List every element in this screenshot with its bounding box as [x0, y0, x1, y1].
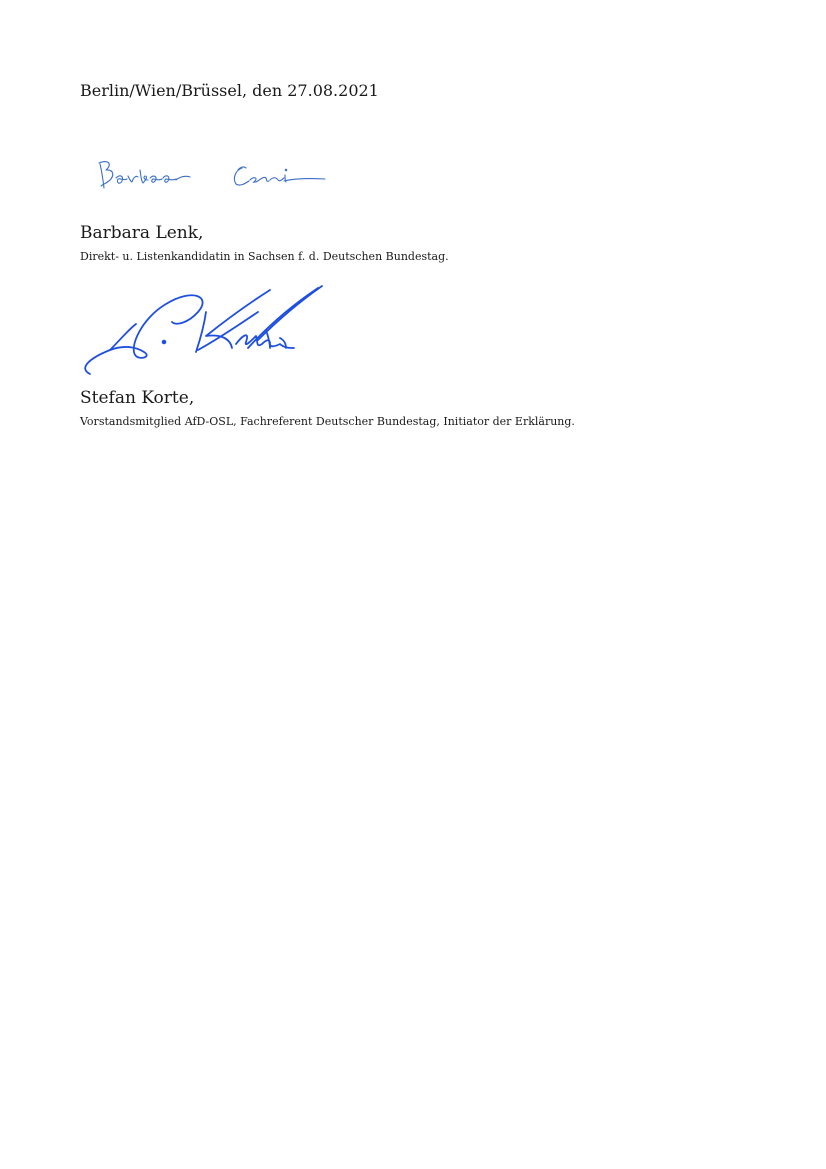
signatory-name-stefan-korte: Stefan Korte, [80, 388, 195, 408]
signatory-role-stefan-korte: Vorstandsmitglied AfD-OSL, Fachreferent Deutscher Bundestag, Initiator der Erklärung. [80, 415, 575, 428]
signature-barbara-lenk-icon [80, 150, 340, 198]
signatory-name-barbara-lenk: Barbara Lenk, [80, 223, 204, 243]
signature-stefan-korte-icon [80, 278, 340, 382]
signatory-role-barbara-lenk: Direkt- u. Listenkandidatin in Sachsen f. d. Deutschen Bundestag. [80, 250, 449, 263]
place-and-date: Berlin/Wien/Brüssel, den 27.08.2021 [80, 81, 379, 100]
